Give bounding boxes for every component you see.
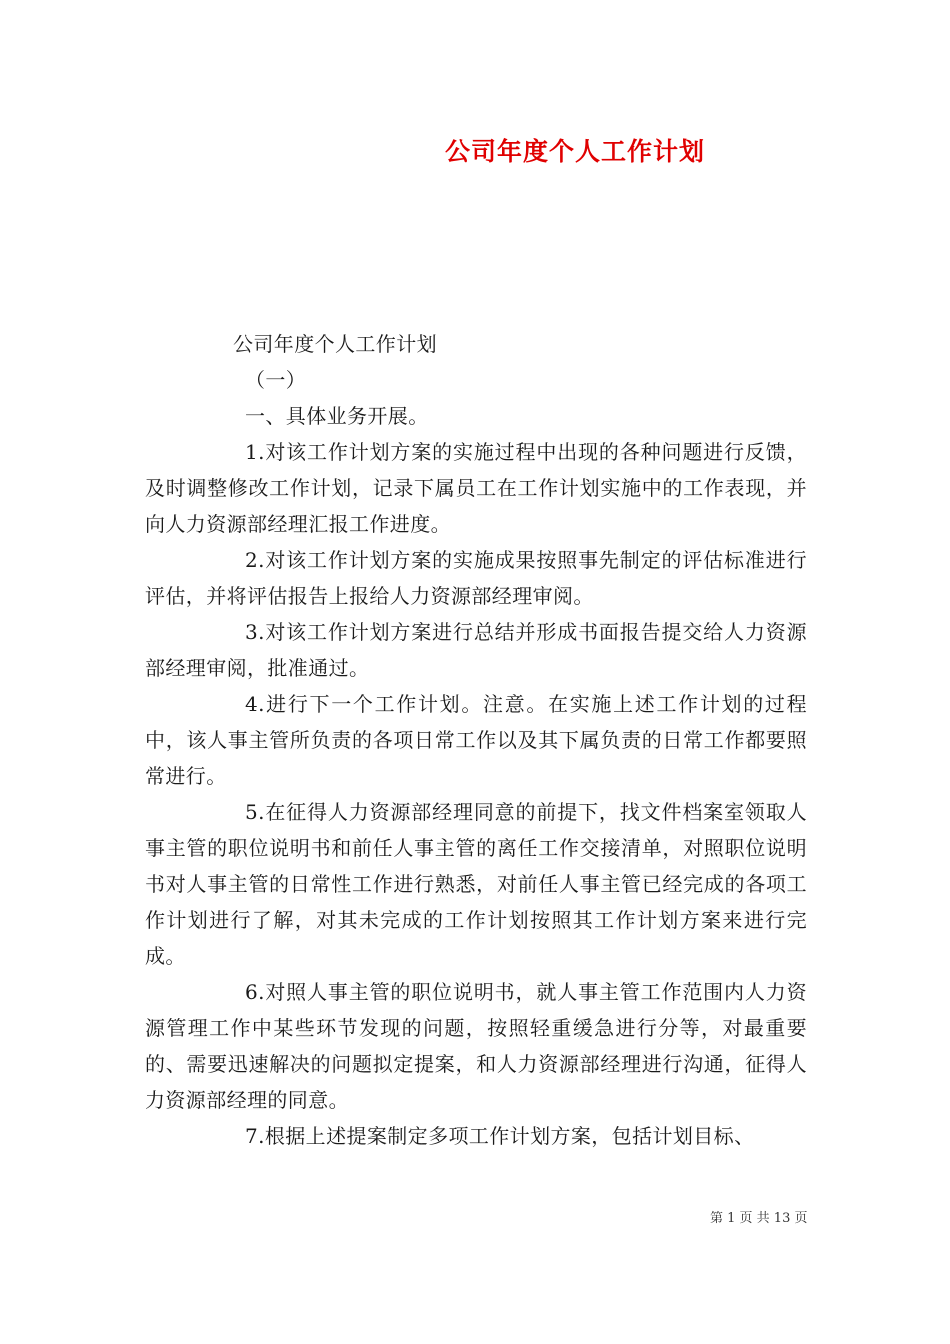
page-number-footer: 第 1 页 共 13 页 bbox=[710, 1211, 808, 1226]
list-item: 5.在征得人力资源部经理同意的前提下，找文件档案室领取人事主管的职位说明书和前任人事主管的离任工作交接清单，对照职位说明书对人事主管的日常性工作进行熟悉，对前任人事主管已经完成的各项工作计划进行了解，对其未完成的工作计划按照其工作计划方案来进行完成。 bbox=[145, 800, 807, 968]
section-heading: 一、具体业务开展。 bbox=[245, 404, 429, 428]
page-title: 公司年度个人工作计划 bbox=[444, 137, 705, 166]
list-item: 7.根据上述提案制定多项工作计划方案，包括计划目标、 bbox=[245, 1124, 755, 1148]
list-item: 2.对该工作计划方案的实施成果按照事先制定的评估标准进行评估，并将评估报告上报给人力资源部经理审阅。 bbox=[145, 548, 807, 608]
list-item: 6.对照人事主管的职位说明书，就人事主管工作范围内人力资源管理工作中某些环节发现的问题，按照轻重缓急进行分等，对最重要的、需要迅速解决的问题拟定提案，和人力资源部经理进行沟通，征得人力资源部经理的同意。 bbox=[145, 980, 807, 1112]
list-item: 1.对该工作计划方案的实施过程中出现的各种问题进行反馈，及时调整修改工作计划，记录下属员工在工作计划实施中的工作表现，并向人力资源部经理汇报工作进度。 bbox=[145, 440, 807, 536]
list-item: 3.对该工作计划方案进行总结并形成书面报告提交给人力资源部经理审阅，批准通过。 bbox=[145, 620, 807, 680]
section-mark: （一） bbox=[245, 368, 307, 392]
document-heading: 公司年度个人工作计划 bbox=[233, 332, 437, 356]
document-body bbox=[145, 326, 807, 1154]
list-item: 4.进行下一个工作计划。注意。在实施上述工作计划的过程中，该人事主管所负责的各项日常工作以及其下属负责的日常工作都要照常进行。 bbox=[145, 692, 807, 788]
